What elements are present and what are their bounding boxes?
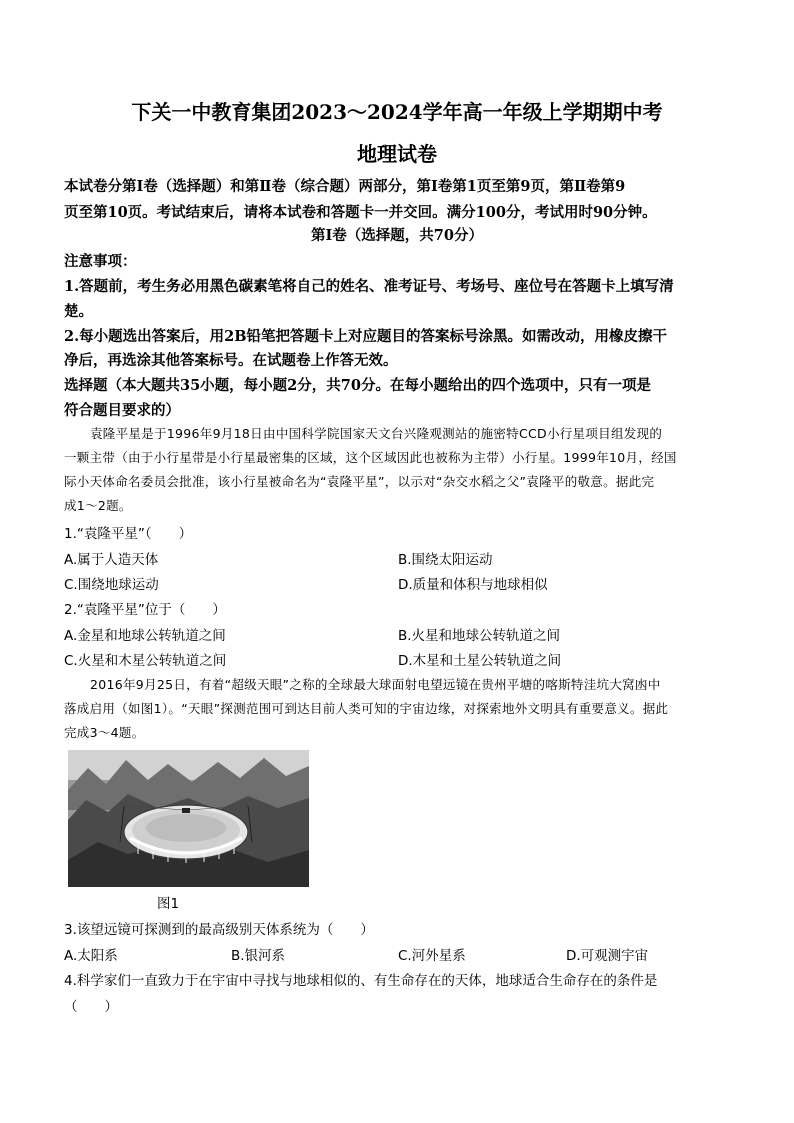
question-1-option-c: C.围绕地球运动 [64, 577, 159, 593]
question-2-option-a: A.金星和地球公转轨道之间 [64, 628, 226, 644]
passage-1-line-4: 成1～2题。 [64, 498, 132, 513]
question-1-stem: 1.“袁隆平星”（ ） [64, 526, 193, 542]
note-2-line-2: 净后，再选涂其他答案标号。在试题卷上作答无效。 [64, 352, 398, 369]
choice-section-line-2: 符合题目要求的） [64, 402, 180, 419]
notes-heading: 注意事项： [64, 253, 137, 270]
fast-telescope-photo [68, 750, 309, 887]
question-2-option-d: D.木星和土星公转轨道之间 [398, 653, 562, 669]
passage-1-line-2: 一颗主带（由于小行星带是小行星最密集的区域，这个区域因此也被称为主带）小行星。1999年10月，经国 [64, 450, 677, 465]
passage-1-line-3: 际小天体命名委员会批准，该小行星被命名为“袁隆平星”，以示对“杂交水稻之父”袁隆平的敬意。据此完 [64, 474, 655, 489]
question-3-option-c: C.河外星系 [398, 948, 466, 964]
question-2-option-b: B.火星和地球公转轨道之间 [398, 628, 561, 644]
note-2-line-1: 2.每小题选出答案后，用2B铅笔把答题卡上对应题目的答案标号涂黑。如需改动，用橡皮擦干 [64, 328, 667, 345]
question-4-answer-paren: （ ） [64, 999, 118, 1015]
choice-section-line-1: 选择题（本大题共35小题，每小题2分，共70分。在每小题给出的四个选项中，只有一项是 [64, 377, 651, 394]
section-title: 第Ⅰ卷（选择题，共70分） [311, 227, 483, 244]
intro-line-2: 页至第10页。考试结束后，请将本试卷和答题卡一并交回。满分100分，考试用时90分钟。 [64, 204, 657, 221]
question-2-stem: 2.“袁隆平星”位于（ ） [64, 602, 226, 618]
note-1-line-1: 1.答题前，考生务必用黑色碳素笔将自己的姓名、准考证号、考场号、座位号在答题卡上填写清 [64, 278, 674, 295]
question-3-option-b: B.银河系 [231, 948, 286, 964]
intro-line-1: 本试卷分第Ⅰ卷（选择题）和第Ⅱ卷（综合题）两部分，第Ⅰ卷第1页至第9页，第Ⅱ卷第9 [64, 178, 626, 195]
question-1-option-b: B.围绕太阳运动 [398, 552, 493, 568]
question-3-stem: 3.该望远镜可探测到的最高级别天体系统为（ ） [64, 922, 374, 938]
exam-title: 下关一中教育集团2023～2024学年高一年级上学期期中考 [131, 100, 663, 124]
question-1-option-a: A.属于人造天体 [64, 552, 159, 568]
passage-2-line-3: 完成3～4题。 [64, 725, 145, 740]
question-3-option-a: A.太阳系 [64, 948, 118, 964]
figure-1-caption: 图1 [157, 896, 180, 912]
passage-2-line-2: 落成启用（如图1）。“天眼”探测范围可到达目前人类可知的宇宙边缘，对探索地外文明具有重要意义。据此 [64, 701, 669, 716]
passage-1-line-1: 袁隆平星是于1996年9月18日由中国科学院国家天文台兴隆观测站的施密特CCD小行星项目组发现的 [90, 426, 663, 441]
note-1-line-2: 楚。 [64, 303, 93, 320]
exam-subtitle: 地理试卷 [357, 142, 437, 166]
question-4-stem: 4.科学家们一直致力于在宇宙中寻找与地球相似的、有生命存在的天体，地球适合生命存在的条件是 [64, 973, 658, 989]
question-3-option-d: D.可观测宇宙 [566, 948, 649, 964]
passage-2-line-1: 2016年9月25日，有着“超级天眼”之称的全球最大球面射电望远镜在贵州平塘的喀斯特洼坑大窝凼中 [90, 677, 661, 692]
question-1-option-d: D.质量和体积与地球相似 [398, 577, 548, 593]
question-2-option-c: C.火星和木星公转轨道之间 [64, 653, 227, 669]
